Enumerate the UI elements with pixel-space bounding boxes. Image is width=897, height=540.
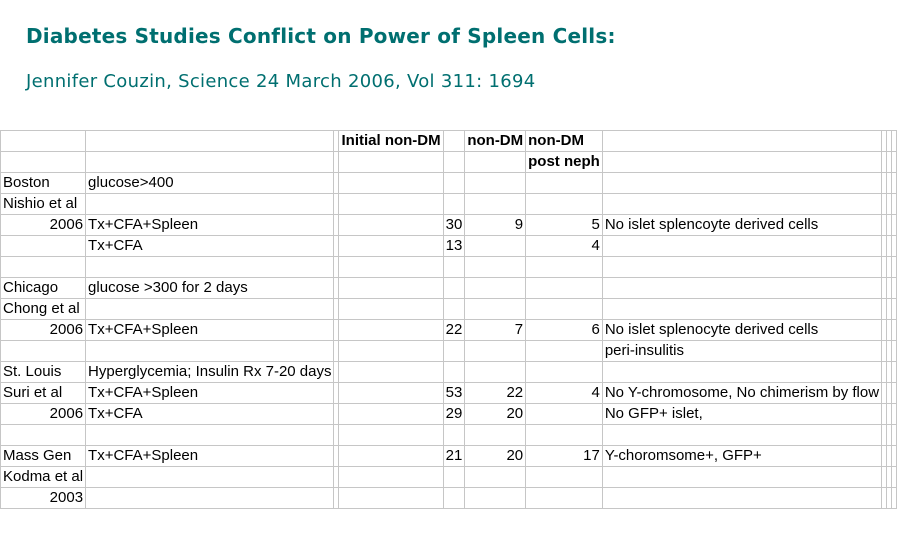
table-cell: Tx+CFA+Spleen xyxy=(86,215,334,236)
table-cell xyxy=(465,236,526,257)
table-cell: Tx+CFA+Spleen xyxy=(86,383,334,404)
table-cell xyxy=(1,425,86,446)
table-cell: Tx+CFA+Spleen xyxy=(86,446,334,467)
table-cell xyxy=(892,299,897,320)
table-cell xyxy=(443,467,465,488)
slide-subtitle: Jennifer Couzin, Science 24 March 2006, Vol 311: 1694 xyxy=(26,71,536,92)
table-cell xyxy=(892,320,897,341)
table-row xyxy=(1,404,897,425)
table-cell xyxy=(892,341,897,362)
table-cell xyxy=(86,299,334,320)
table-cell: post neph xyxy=(526,152,603,173)
table-cell: glucose>400 xyxy=(86,173,334,194)
table-cell xyxy=(86,131,334,152)
table-cell xyxy=(465,341,526,362)
table-cell xyxy=(526,425,603,446)
table-cell xyxy=(526,194,603,215)
table-cell xyxy=(339,257,443,278)
table-cell xyxy=(892,257,897,278)
table-cell xyxy=(465,488,526,509)
table-cell: Chong et al xyxy=(1,299,86,320)
table-cell xyxy=(526,257,603,278)
table-cell xyxy=(339,425,443,446)
table-cell xyxy=(602,299,881,320)
table-row xyxy=(1,425,897,446)
table-cell xyxy=(1,236,86,257)
table-cell: Chicago xyxy=(1,278,86,299)
table-cell xyxy=(892,278,897,299)
table-cell xyxy=(602,467,881,488)
table-cell xyxy=(526,299,603,320)
table-cell xyxy=(339,236,443,257)
table-cell xyxy=(892,152,897,173)
table-cell xyxy=(892,173,897,194)
table-cell xyxy=(465,173,526,194)
table-cell: Suri et al xyxy=(1,383,86,404)
table-row xyxy=(1,278,897,299)
table-row xyxy=(1,194,897,215)
table-cell xyxy=(1,152,86,173)
table-cell: peri-insulitis xyxy=(602,341,881,362)
table-cell: 20 xyxy=(465,404,526,425)
table-cell xyxy=(339,488,443,509)
table-cell xyxy=(443,488,465,509)
table-row xyxy=(1,257,897,278)
table-cell xyxy=(892,467,897,488)
table-cell: 21 xyxy=(443,446,465,467)
table-cell: No islet splenocyte derived cells xyxy=(602,320,881,341)
table-cell: 5 xyxy=(526,215,603,236)
table-cell: 30 xyxy=(443,215,465,236)
table-cell: 2003 xyxy=(1,488,86,509)
table-cell xyxy=(892,215,897,236)
table-cell xyxy=(339,173,443,194)
table-cell xyxy=(602,236,881,257)
table-cell: non-DM xyxy=(465,131,526,152)
table-cell xyxy=(339,341,443,362)
table-cell xyxy=(526,404,603,425)
table-cell xyxy=(1,257,86,278)
table-cell: Tx+CFA xyxy=(86,404,334,425)
table-cell: St. Louis xyxy=(1,362,86,383)
table-cell xyxy=(339,404,443,425)
table-cell xyxy=(339,362,443,383)
table-cell xyxy=(602,194,881,215)
table-row xyxy=(1,299,897,320)
table-cell xyxy=(465,299,526,320)
table-cell: No GFP+ islet, xyxy=(602,404,881,425)
table-cell xyxy=(602,152,881,173)
table-cell: 4 xyxy=(526,383,603,404)
table-cell xyxy=(86,425,334,446)
table-row xyxy=(1,131,897,152)
table-cell xyxy=(602,173,881,194)
table-cell: 17 xyxy=(526,446,603,467)
table-cell: 7 xyxy=(465,320,526,341)
table-cell: 9 xyxy=(465,215,526,236)
table-cell: 29 xyxy=(443,404,465,425)
table-row xyxy=(1,173,897,194)
table-row xyxy=(1,467,897,488)
table-cell: 2006 xyxy=(1,215,86,236)
table-cell: Tx+CFA xyxy=(86,236,334,257)
table-cell xyxy=(86,152,334,173)
table-row xyxy=(1,215,897,236)
table-cell xyxy=(443,194,465,215)
table-cell: glucose >300 for 2 days xyxy=(86,278,334,299)
spreadsheet-body xyxy=(1,131,897,509)
table-cell: No islet splencoyte derived cells xyxy=(602,215,881,236)
table-row xyxy=(1,236,897,257)
table-cell xyxy=(86,257,334,278)
table-cell xyxy=(892,446,897,467)
table-cell: 4 xyxy=(526,236,603,257)
table-cell xyxy=(892,404,897,425)
table-cell: 13 xyxy=(443,236,465,257)
table-cell xyxy=(339,299,443,320)
table-cell xyxy=(526,341,603,362)
table-cell xyxy=(339,194,443,215)
table-cell xyxy=(339,446,443,467)
table-cell xyxy=(1,131,86,152)
table-cell xyxy=(443,362,465,383)
table-cell xyxy=(443,131,465,152)
table-cell xyxy=(892,236,897,257)
table-cell: Hyperglycemia; Insulin Rx 7-20 days xyxy=(86,362,334,383)
table-cell: No Y-chromosome, No chimerism by flow xyxy=(602,383,881,404)
table-row xyxy=(1,362,897,383)
table-cell xyxy=(1,341,86,362)
table-row xyxy=(1,446,897,467)
table-cell xyxy=(892,488,897,509)
table-cell: Nishio et al xyxy=(1,194,86,215)
table-cell xyxy=(339,152,443,173)
table-cell xyxy=(465,278,526,299)
table-cell xyxy=(602,278,881,299)
table-cell xyxy=(892,362,897,383)
table-cell xyxy=(443,425,465,446)
table-cell xyxy=(339,215,443,236)
table-cell xyxy=(892,131,897,152)
slide-title: Diabetes Studies Conflict on Power of Spleen Cells: xyxy=(26,24,616,48)
table-cell xyxy=(526,278,603,299)
table-cell xyxy=(526,362,603,383)
table-cell: 2006 xyxy=(1,404,86,425)
table-cell: 53 xyxy=(443,383,465,404)
table-cell xyxy=(892,425,897,446)
table-cell: 22 xyxy=(465,383,526,404)
table-row xyxy=(1,320,897,341)
table-cell xyxy=(443,341,465,362)
table-cell xyxy=(602,362,881,383)
table-cell: 6 xyxy=(526,320,603,341)
table-cell xyxy=(465,194,526,215)
table-row xyxy=(1,488,897,509)
table-cell xyxy=(339,383,443,404)
table-cell xyxy=(465,425,526,446)
table-cell xyxy=(339,320,443,341)
table-row xyxy=(1,152,897,173)
table-cell xyxy=(526,467,603,488)
table-cell: Tx+CFA+Spleen xyxy=(86,320,334,341)
table-row xyxy=(1,341,897,362)
table-cell xyxy=(602,131,881,152)
table-cell xyxy=(86,194,334,215)
table-cell: Kodma et al xyxy=(1,467,86,488)
table-cell xyxy=(339,467,443,488)
table-cell: non-DM xyxy=(526,131,603,152)
table-cell: 2006 xyxy=(1,320,86,341)
table-cell xyxy=(526,173,603,194)
table-cell xyxy=(465,152,526,173)
spreadsheet-table xyxy=(0,130,897,509)
table-cell xyxy=(443,299,465,320)
table-cell: Y-choromsome+, GFP+ xyxy=(602,446,881,467)
table-row xyxy=(1,383,897,404)
table-cell xyxy=(86,488,334,509)
table-cell xyxy=(86,467,334,488)
table-cell xyxy=(465,257,526,278)
table-cell: 20 xyxy=(465,446,526,467)
table-cell xyxy=(892,383,897,404)
table-cell xyxy=(526,488,603,509)
table-cell: 22 xyxy=(443,320,465,341)
table-cell: Mass Gen xyxy=(1,446,86,467)
table-cell xyxy=(443,173,465,194)
table-cell: Boston xyxy=(1,173,86,194)
table-cell xyxy=(443,257,465,278)
table-cell xyxy=(602,425,881,446)
table-cell xyxy=(892,194,897,215)
table-cell xyxy=(443,278,465,299)
table-cell: Initial non-DM xyxy=(339,131,443,152)
table-cell xyxy=(465,467,526,488)
table-cell xyxy=(339,278,443,299)
table-cell xyxy=(465,362,526,383)
table-cell xyxy=(602,257,881,278)
table-cell xyxy=(86,341,334,362)
table-cell xyxy=(443,152,465,173)
table-cell xyxy=(602,488,881,509)
